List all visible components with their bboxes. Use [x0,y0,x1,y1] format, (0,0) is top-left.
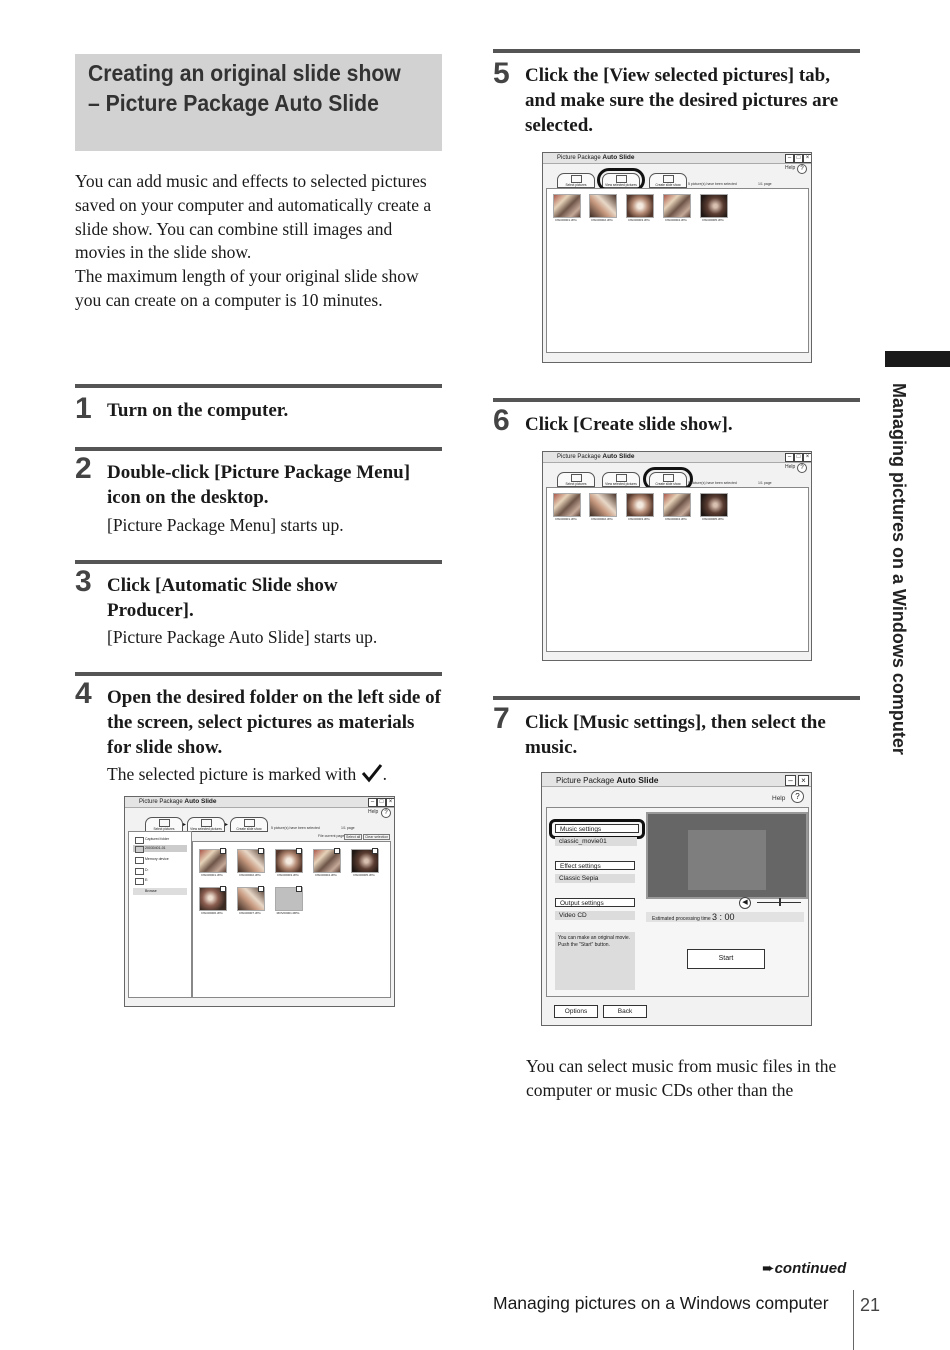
folder-icon [135,837,144,844]
picture-icon [616,474,627,482]
thumbnail[interactable]: DSC00001.JPG [552,193,580,223]
music-settings-button[interactable]: Music settings [555,824,639,833]
drive-icon [135,868,144,875]
back-button[interactable]: Back [603,1005,647,1018]
sidebar-item[interactable]: 20030401-01 [133,845,187,852]
options-button[interactable]: Options [554,1005,598,1018]
checkmark-icon [361,763,383,783]
picture-icon [159,819,170,827]
sidebar-item[interactable]: Browse [133,888,187,895]
maximize-icon[interactable]: □ [794,453,803,462]
maximize-icon[interactable]: □ [794,154,803,163]
step-7-explanation: You can select music from music files in the computer or music CDs other than the [526,1056,837,1100]
checkbox[interactable] [372,848,378,854]
picture-icon [571,175,582,183]
step-number: 6 [493,404,510,437]
thumbnail[interactable]: DSC00002.JPG [588,492,616,522]
help-icon[interactable]: ? [381,808,391,818]
thumbnail-pane [546,188,809,353]
help-icon[interactable]: ? [797,463,807,473]
checkbox[interactable] [296,886,302,892]
step-6 [493,398,860,448]
checkbox[interactable] [220,848,226,854]
checkbox[interactable] [334,848,340,854]
step-heading: Click [Create slide show]. [525,414,733,435]
step-3 [75,560,442,655]
help-icon[interactable]: ? [797,164,807,174]
help-icon[interactable]: ? [791,790,804,803]
minimize-icon[interactable]: – [368,798,377,807]
side-section-label: Managing pictures on a Windows computer [889,383,909,755]
step-result: [Picture Package Menu] starts up. [107,515,344,535]
section-title: Creating an original slide show – Picture Package Auto Slide [88,60,401,116]
estimated-time: Estimated processing time 3 : 00 [646,912,804,922]
step-result: [Picture Package Auto Slide] starts up. [107,627,378,647]
tab-view-selected[interactable]: View selected pictures [187,817,225,832]
step-heading: Click [Automatic Slide show Producer]. [107,575,338,621]
thumbnail-pane [546,487,809,652]
thumbnail[interactable]: DSC00003.JPG [625,492,653,522]
tab-view-selected[interactable]: View selected pictures [602,173,640,188]
step-2 [75,447,442,542]
thumbnail[interactable]: DSC00007.JPG [236,886,264,916]
thumbnail[interactable]: DSC00001.JPG [552,492,580,522]
step-5 [493,49,860,144]
drive-icon [135,878,144,885]
thumbnail[interactable]: DSC00005.JPG [699,193,727,223]
step-4 [75,672,442,792]
thumbnail[interactable]: DSC00005.JPG [699,492,727,522]
thumbnail[interactable]: DSC00003.JPG [625,193,653,223]
picture-icon [571,474,582,482]
tab-create-slide-show[interactable]: Create slide show [230,817,268,832]
checkbox[interactable] [258,886,264,892]
tab-select-pictures[interactable]: Select pictures [145,817,183,832]
intro-paragraph-1: You can add music and effects to selected pictures saved on your computer and automatically create a slide show. You can combine still images and movies in the slide show. [75,171,432,263]
screenshot-view-selected: Picture Package Auto Slide – □ × Help ? Select pictures View selected pictures Create slide show 5 picture(s) have been selected 1/1 page DSC00001.JPG DSC00002.JPG DSC00003.JPG DSC00004.JPG DSC00005.JPG [542,152,812,363]
thumbnail[interactable]: DSC00001.JPG [198,848,226,878]
step-result: The selected picture is marked with . [107,764,388,784]
minimize-icon[interactable]: – [785,775,796,786]
step-number: 7 [493,702,510,735]
close-icon[interactable]: × [803,154,812,163]
close-icon[interactable]: × [386,798,395,807]
step-heading: Click the [View selected pictures] tab, and make sure the desired pictures are selected. [525,65,839,136]
slideshow-icon [244,819,255,827]
close-icon[interactable]: × [798,775,809,786]
maximize-icon[interactable]: □ [377,798,386,807]
step-7 [493,696,860,771]
slideshow-icon [663,175,674,183]
minimize-icon[interactable]: – [785,154,794,163]
highlight-ring [549,819,645,839]
tab-view-selected[interactable]: View selected pictures [602,472,640,487]
step-number: 1 [75,392,92,425]
minimize-icon[interactable]: – [785,453,794,462]
thumbnail[interactable]: DSC00002.JPG [236,848,264,878]
output-settings-button[interactable]: Output settings [555,898,635,907]
start-button[interactable]: Start [687,949,765,969]
step-number: 5 [493,57,510,90]
intro-text [75,170,445,313]
step-number: 4 [75,677,92,710]
sidebar-item[interactable]: D: [133,867,187,874]
folder-sidebar [128,831,192,998]
thumbnail[interactable]: DSC00004.JPG [662,492,690,522]
memory-card-icon [135,857,144,864]
checkbox[interactable] [258,848,264,854]
tab-create-slide-show[interactable]: Create slide show [649,173,687,188]
settings-panel [546,807,809,997]
index-tab [885,351,950,367]
sidebar-item[interactable]: E: [133,877,187,884]
screenshot-create-slide-show: Picture Package Auto Slide – □ × Help ? Select pictures View selected pictures Create slide show 5 picture(s) have been selected 1/1 page DSC00001.JPG DSC00002.JPG DSC00003.JPG DSC00004.JPG DSC00005.JPG [542,451,812,661]
checkbox[interactable] [296,848,302,854]
step-heading: Double-click [Picture Package Menu] icon on the desktop. [107,462,411,508]
note-box: You can make an original movie. Push the "Start" button. [555,932,635,990]
step-heading: Turn on the computer. [107,400,289,421]
thumbnail[interactable]: DSC00005.JPG [350,848,378,878]
thumbnail[interactable]: DSC00003.JPG [274,848,302,878]
tab-create-slide-show[interactable]: Create slide show [649,472,687,487]
footer-section-title: Managing pictures on a Windows computer [493,1293,829,1313]
step-1 [75,384,442,424]
section-title-box [75,54,442,151]
screenshot-music-settings: Picture Package Auto Slide – × Help ? Music settings classic_movie01 Effect settings Classic Sepia Output settings Video CD You can make an original movie. Push the "Start" button. ◀ Estimated processing time 3 : 00 Start Options Back [541,772,812,1026]
effect-settings-button[interactable]: Effect settings [555,861,635,870]
thumbnail[interactable]: DSC00004.JPG [662,193,690,223]
picture-icon [201,819,212,827]
volume-icon[interactable]: ◀ [739,897,751,909]
step-number: 3 [75,565,92,598]
tab-select-pictures[interactable]: Select pictures [557,472,595,487]
thumbnail-pane [192,841,391,998]
continued-note: ➨continued [762,1260,847,1277]
thumbnail[interactable]: DSC00004.JPG [312,848,340,878]
thumbnail[interactable]: MOV00001.MPG [274,886,302,916]
checkbox[interactable] [220,886,226,892]
folder-icon [135,846,144,853]
step-heading: Click [Music settings], then select the music. [525,712,826,758]
music-value: classic_movie01 [555,837,637,846]
output-value: Video CD [555,911,635,920]
step-heading: Open the desired folder on the left side of the screen, select pictures as materials for slide show. [107,687,441,758]
tab-select-pictures[interactable]: Select pictures [557,173,595,188]
sidebar-item[interactable]: Captured folder [133,836,187,843]
preview-screen [646,812,808,899]
step-number: 2 [75,452,92,485]
close-icon[interactable]: × [803,453,812,462]
screenshot-select-pictures: Picture Package Auto Slide – □ × Help ? Select pictures ▸ View selected pictures ▸ Create slide show 5 picture(s) have been selected 1/1 page File current page Select all Clear selection Captured folder 20030401-01 Memory device D: E: Browse DSC00001.JPG DSC00002.JPG DSC00003.JPG DSC00004.JPG DSC00005.JPG DSC00006.JPG DSC00007.JPG MOV00001.MPG [124,796,395,1007]
thumbnail[interactable]: DSC00006.JPG [198,886,226,916]
intro-paragraph-2: The maximum length of your original slide show you can create on a computer is 10 minutes. [75,266,419,310]
volume-slider-handle[interactable] [779,898,781,906]
effect-value: Classic Sepia [555,874,635,883]
sidebar-item[interactable]: Memory device [133,856,187,863]
page-number: 21 [860,1295,881,1315]
arrow-right-icon: ➨ [762,1260,775,1277]
thumbnail[interactable]: DSC00002.JPG [588,193,616,223]
